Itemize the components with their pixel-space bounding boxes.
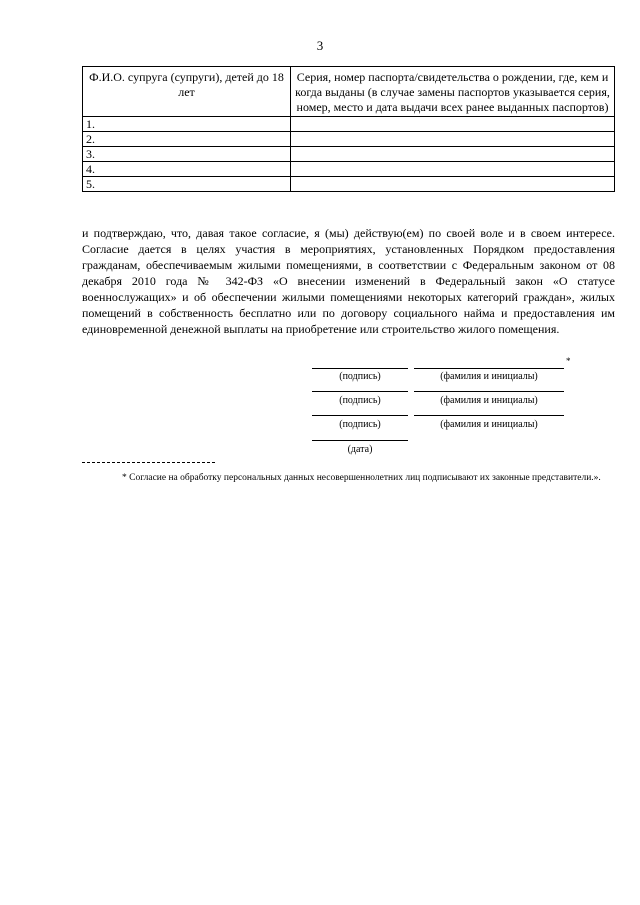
table-row [83, 162, 615, 177]
date-label: (дата) [347, 444, 373, 455]
table-row [83, 117, 615, 132]
signature-label: (подпись) [339, 395, 381, 406]
name-label: (фамилия и инициалы) [440, 395, 538, 406]
row-number-cell: 3. [83, 147, 291, 162]
passport-cell [291, 147, 615, 162]
consent-paragraph: и подтверждаю, что, давая такое согласие, я (мы) действую(ем) по своей воле и в своем интересе. Согласие дается в целях участия в мероприятиях, установленных Порядком предоставления гражданам, обеспечиваемым жилыми помещениями, в соответствии с Федеральным законом от 08 декабря 2010 года № 342-ФЗ «О внесении изменений в Федеральный закон «О статусе военнослужащих» и об обеспечении жилыми помещениями некоторых категорий граждан», жилых помещений в собственность бесплатно или по договору социального найма и предоставления им единовременной денежной выплаты на приобретение или строительство жилого помещения. [82, 226, 615, 336]
row-number-cell: 5. [83, 177, 291, 192]
footnote: * Согласие на обработку персональных данных несовершеннолетних лиц подписывают их законные представители.». [122, 473, 601, 483]
table-header-row [83, 67, 615, 117]
name-line [414, 391, 564, 392]
date-line [312, 440, 408, 441]
page-number: 3 [316, 38, 324, 53]
footnote-separator [82, 462, 215, 463]
row-number-cell: 4. [83, 162, 291, 177]
signature-line [312, 391, 408, 392]
table-row [83, 177, 615, 192]
row-number-cell: 1. [83, 117, 291, 132]
asterisk-mark: * [566, 356, 571, 366]
passport-cell [291, 177, 615, 192]
passport-cell [291, 132, 615, 147]
signature-label: (подпись) [339, 371, 381, 382]
name-label: (фамилия и инициалы) [440, 371, 538, 382]
table-row [83, 132, 615, 147]
signature-line [312, 415, 408, 416]
passport-cell [291, 162, 615, 177]
name-line [414, 415, 564, 416]
header-passport: Серия, номер паспорта/свидетельства о рождении, где, кем и когда выданы (в случае замены паспортов указывается серия, номер, место и дата выдачи всех ранее выданных паспортов) [291, 67, 615, 117]
passport-cell [291, 117, 615, 132]
name-line [414, 368, 564, 369]
signature-line [312, 368, 408, 369]
header-fio: Ф.И.О. супруга (супруги), детей до 18 лет [83, 67, 291, 117]
name-label: (фамилия и инициалы) [440, 419, 538, 430]
family-documents-table [82, 66, 615, 192]
table-row [83, 147, 615, 162]
signature-label: (подпись) [339, 419, 381, 430]
row-number-cell: 2. [83, 132, 291, 147]
